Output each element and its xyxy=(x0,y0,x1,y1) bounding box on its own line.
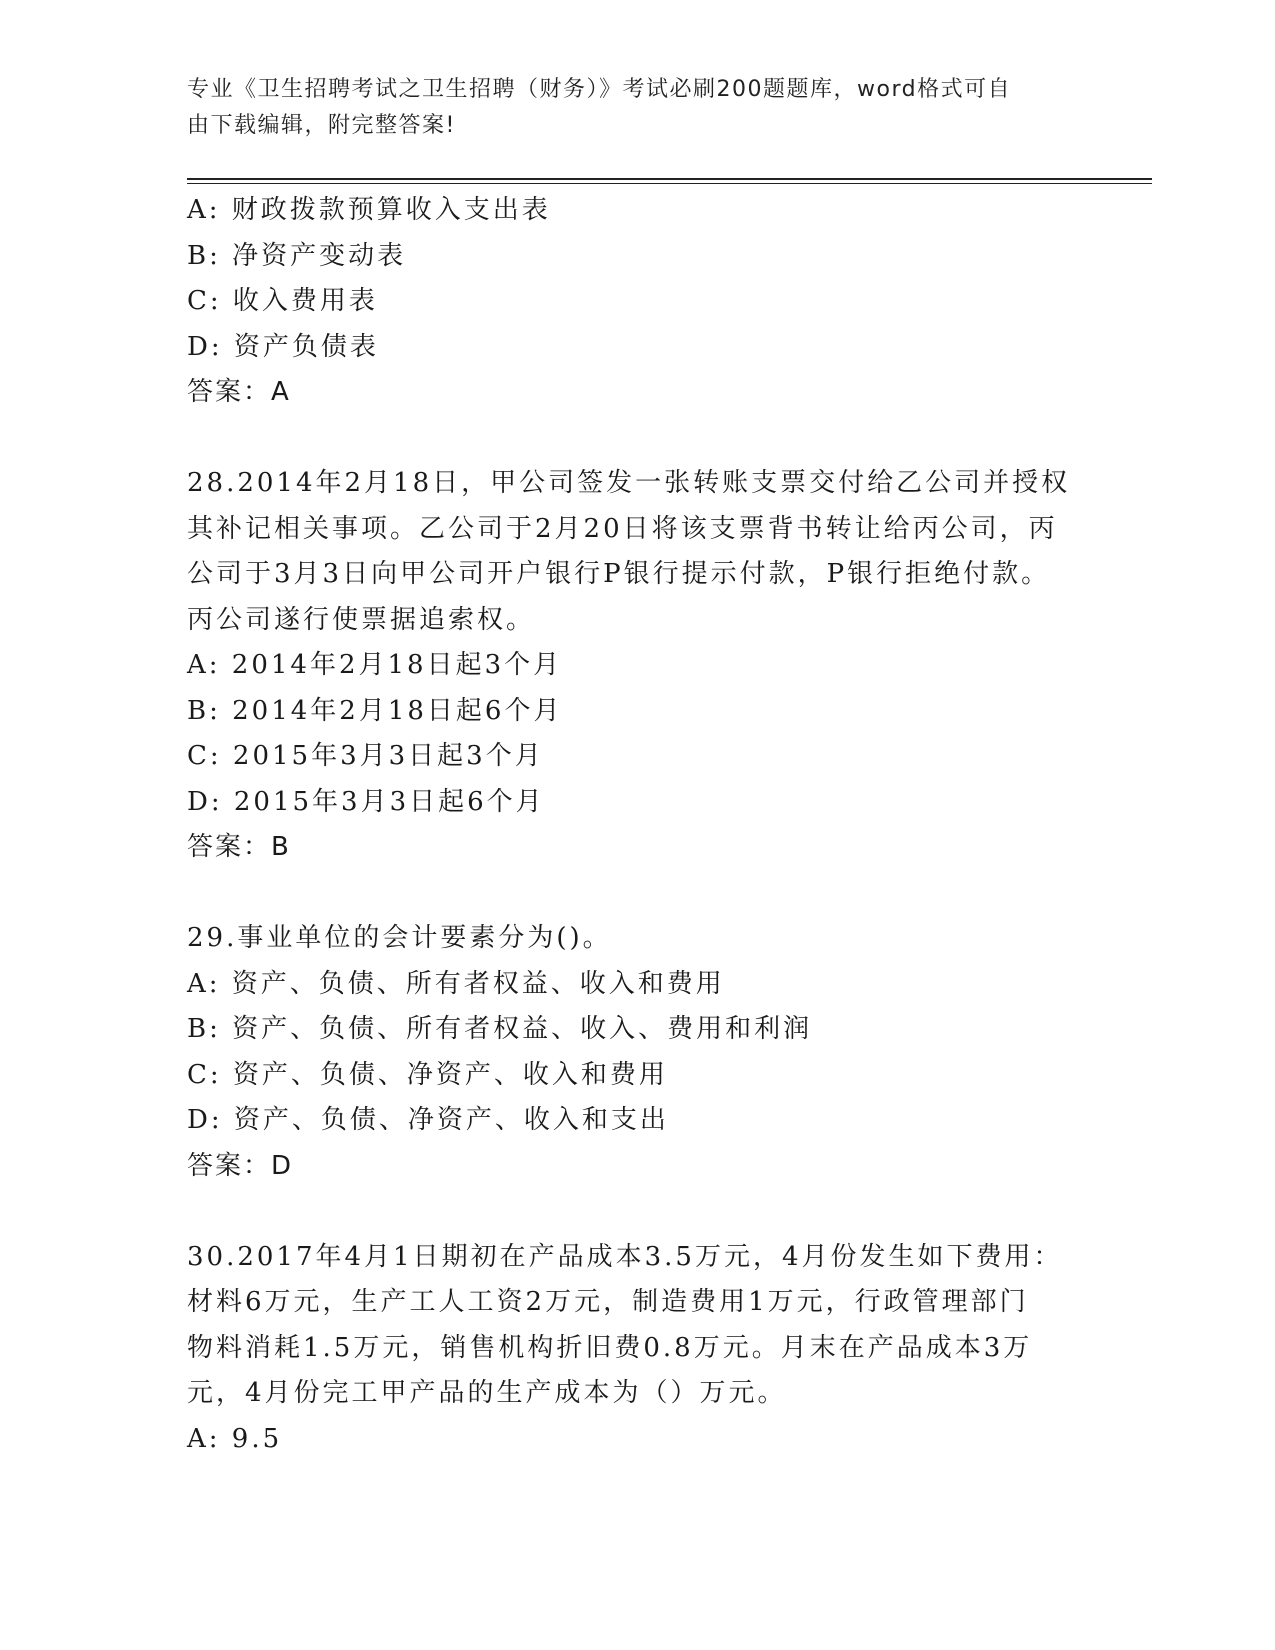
question-stem-line: 28.2014年2月18日，甲公司签发一张转账支票交付给乙公司并授权 xyxy=(187,468,1071,498)
question-stem-line: 29.事业单位的会计要素分为()。 xyxy=(187,923,612,953)
spacer xyxy=(187,416,1077,462)
answer-label: 答案：A xyxy=(187,377,291,407)
answer-label: 答案：D xyxy=(187,1150,294,1181)
option-d: D: 2015年3月3日起6个月 xyxy=(187,786,545,817)
option-c: C: 资产、负债、净资产、收入和费用 xyxy=(187,1059,668,1090)
header-title-line-1: 专业《卫生招聘考试之卫生招聘（财务）》考试必刷200题题库，word格式可自 xyxy=(187,77,1012,102)
spacer xyxy=(187,871,1077,917)
question-stem-line: 30.2017年4月1日期初在产品成本3.5万元，4月份发生如下费用： xyxy=(187,1241,1063,1272)
option-b: B: 净资产变动表 xyxy=(187,240,407,271)
option-a: A: 9.5 xyxy=(187,1423,283,1454)
question-stem-line: 物料消耗1.5万元，销售机构折旧费0.8万元。月末在产品成本3万 xyxy=(187,1332,1033,1363)
question-28 xyxy=(187,461,1077,871)
question-stem-line: 其补记相关事项。乙公司于2月20日将该支票背书转让给丙公司，丙 xyxy=(187,513,1058,544)
option-a: A: 资产、负债、所有者权益、收入和费用 xyxy=(187,968,725,999)
option-d: D: 资产、负债、净资产、收入和支出 xyxy=(187,1105,669,1135)
question-content xyxy=(187,188,1077,1462)
question-stem-line: 材料6万元，生产工人工资2万元，制造费用1万元，行政管理部门 xyxy=(187,1287,1029,1317)
option-a: A: 2014年2月18日起3个月 xyxy=(187,650,563,680)
question-stem-line: 公司于3月3日向甲公司开户银行P银行提示付款，P银行拒绝付款。 xyxy=(187,559,1051,589)
question-27 xyxy=(187,188,1077,416)
option-a: A: 财政拨款预算收入支出表 xyxy=(187,195,551,225)
spacer xyxy=(187,1189,1077,1235)
question-stem-line: 元，4月份完工甲产品的生产成本为（）万元。 xyxy=(187,1378,787,1408)
option-b: B: 资产、负债、所有者权益、收入、费用和利润 xyxy=(187,1014,813,1044)
option-d: D: 资产负债表 xyxy=(187,331,379,362)
document-header xyxy=(187,72,1077,144)
header-divider-thin xyxy=(187,183,1152,184)
question-30 xyxy=(187,1235,1077,1463)
answer-label: 答案：B xyxy=(187,832,291,862)
question-stem-line: 丙公司遂行使票据追索权。 xyxy=(187,604,536,635)
question-29 xyxy=(187,916,1077,1189)
option-b: B: 2014年2月18日起6个月 xyxy=(187,695,563,726)
option-c: C: 2015年3月3日起3个月 xyxy=(187,741,544,771)
option-c: C: 收入费用表 xyxy=(187,286,378,316)
header-title-line-2: 由下载编辑，附完整答案! xyxy=(187,113,456,138)
header-divider-thick xyxy=(187,178,1152,180)
